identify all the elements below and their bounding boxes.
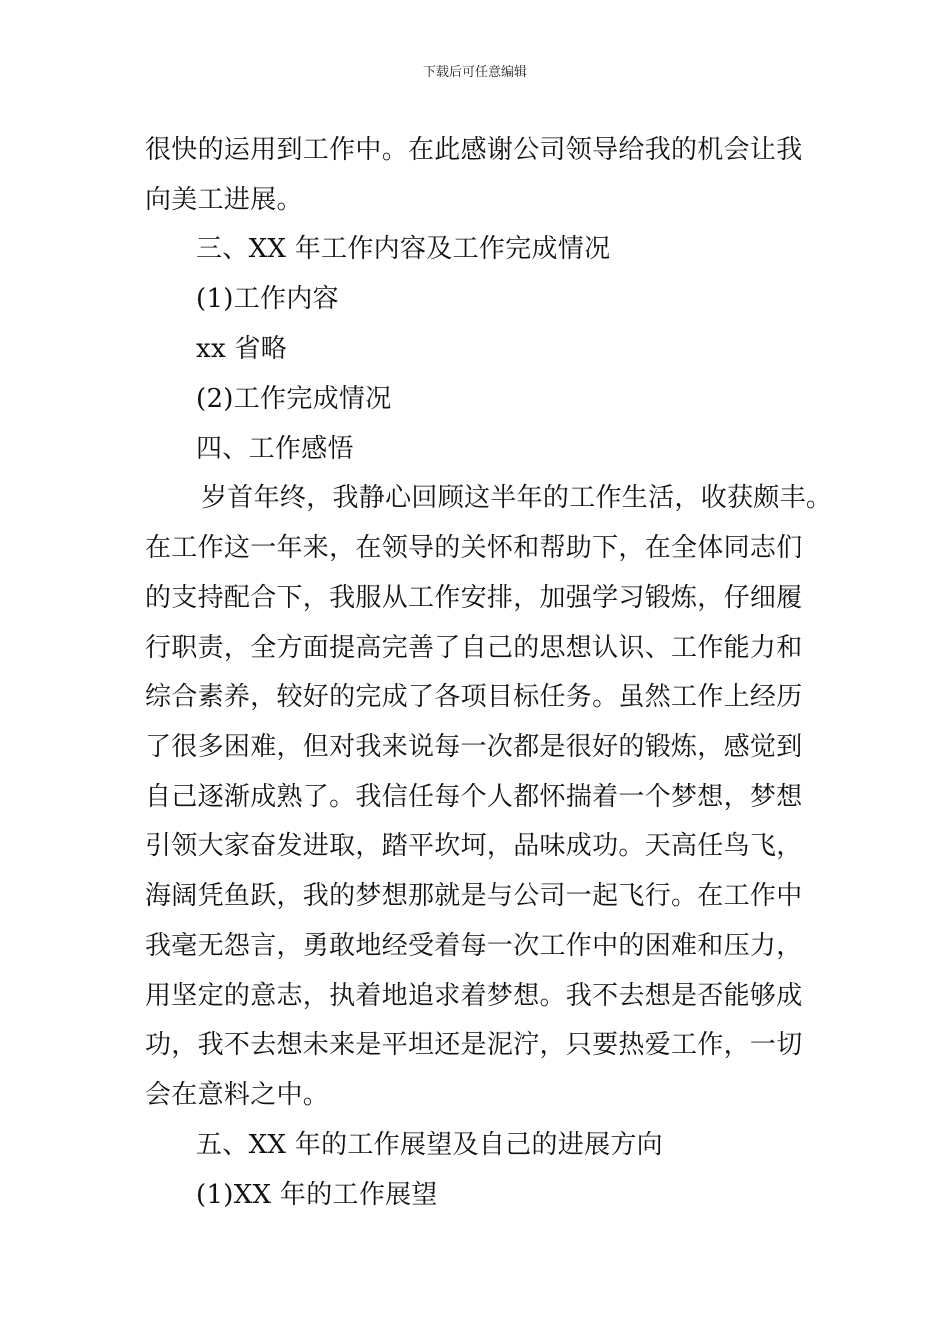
subsection-heading: (1)XX 年的工作展望 xyxy=(196,1180,438,1210)
paragraph-line: 了很多困难，但对我来说每一次都是很好的锻炼，感觉到 xyxy=(145,732,803,762)
page-header: 下载后可任意编辑 xyxy=(422,65,527,80)
paragraph-line: 的支持配合下，我服从工作安排，加强学习锻炼，仔细履 xyxy=(145,583,803,613)
paragraph-line: 会在意料之中。 xyxy=(145,1080,330,1110)
section-heading: 四、工作感悟 xyxy=(196,434,354,464)
paragraph-line: 我毫无怨言，勇敢地经受着每一次工作中的困难和压力， xyxy=(145,931,803,961)
paragraph-line: 很快的运用到工作中。在此感谢公司领导给我的机会让我 xyxy=(145,135,803,165)
paragraph-line: 岁首年终，我静心回顾这半年的工作生活，收获颇丰。 xyxy=(201,483,833,513)
subsection-heading: (1)工作内容 xyxy=(196,284,339,314)
paragraph-line: 用坚定的意志，执着地追求着梦想。我不去想是否能够成 xyxy=(145,981,803,1011)
paragraph-line: 引领大家奋发进取，踏平坎坷，品味成功。天高任鸟飞， xyxy=(145,831,803,861)
section-heading: 五、XX 年的工作展望及自己的进展方向 xyxy=(196,1130,663,1160)
paragraph-line: 综合素养，较好的完成了各项目标任务。虽然工作上经历 xyxy=(145,682,803,712)
paragraph-line: xx 省略 xyxy=(196,334,288,364)
paragraph-line: 海阔凭鱼跃，我的梦想那就是与公司一起飞行。在工作中 xyxy=(145,881,803,911)
paragraph-line: 功，我不去想未来是平坦还是泥泞，只要热爱工作，一切 xyxy=(145,1030,803,1060)
paragraph-line: 自己逐渐成熟了。我信任每个人都怀揣着一个梦想，梦想 xyxy=(145,782,803,812)
paragraph-line: 在工作这一年来，在领导的关怀和帮助下，在全体同志们 xyxy=(145,533,803,563)
subsection-heading: (2)工作完成情况 xyxy=(196,384,392,414)
paragraph-line: 向美工进展。 xyxy=(145,185,303,215)
paragraph-line: 行职责，全方面提高完善了自己的思想认识、工作能力和 xyxy=(145,633,803,663)
section-heading: 三、XX 年工作内容及工作完成情况 xyxy=(196,234,611,264)
